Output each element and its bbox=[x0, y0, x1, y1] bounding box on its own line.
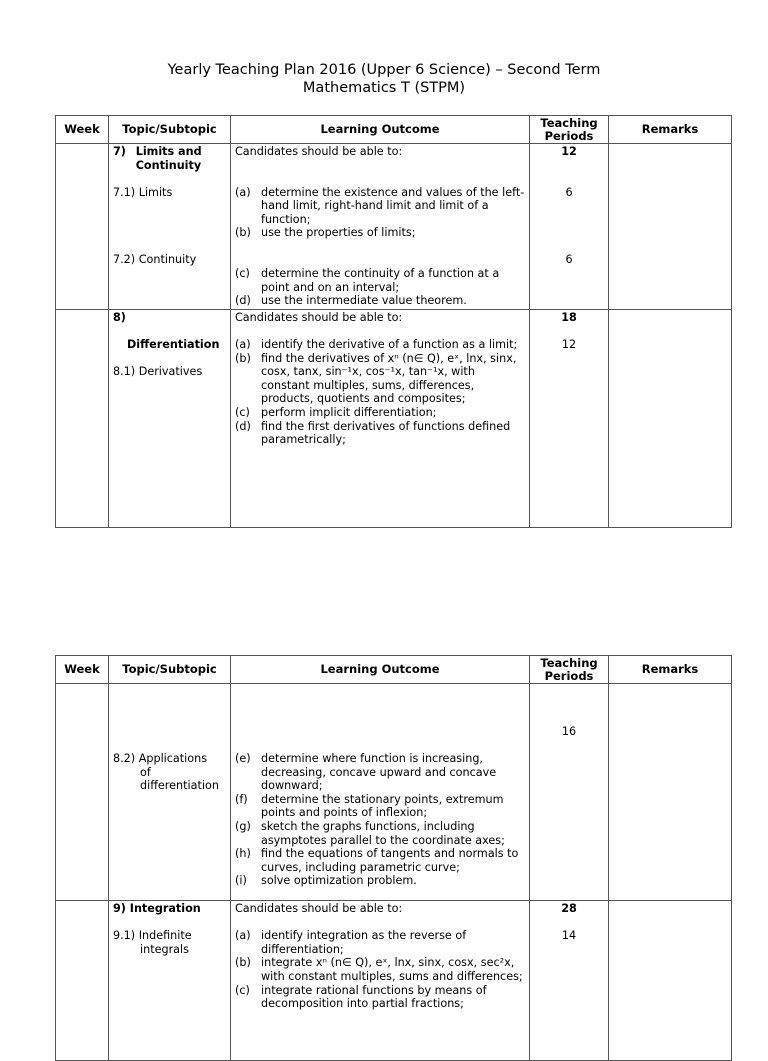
outcome-cell bbox=[231, 901, 530, 1061]
topic-number: 8) bbox=[113, 310, 126, 324]
title-line-1: Yearly Teaching Plan 2016 (Upper 6 Science) – Second Term bbox=[167, 62, 601, 78]
week-cell bbox=[56, 309, 109, 527]
outcome-item: (a) identify integration as the reverse of differentiation; bbox=[235, 929, 467, 956]
topic-title: Differentiation bbox=[127, 337, 220, 351]
topic-title: 9) Integration bbox=[113, 902, 201, 915]
subtopic-periods: 16 bbox=[561, 725, 577, 738]
header-periods: Teaching Periods bbox=[530, 116, 609, 144]
outcome-item: (c) perform implicit differentiation; bbox=[235, 405, 437, 419]
week-cell bbox=[56, 901, 109, 1061]
outcome-item: (h) find the equations of tangents and normals to curves, including parametric curve; bbox=[235, 847, 519, 874]
periods-cell bbox=[530, 309, 609, 527]
header-periods: Teaching Periods bbox=[530, 656, 609, 684]
table-header-row bbox=[56, 116, 732, 144]
table-header-row bbox=[56, 656, 732, 684]
total-periods: 28 bbox=[561, 902, 577, 915]
outcome-item: (d) use the intermediate value theorem. bbox=[235, 294, 467, 308]
subtopic-periods: 6 bbox=[565, 185, 573, 199]
header-outcome: Learning Outcome bbox=[231, 656, 530, 684]
outcome-item: (b) integrate xⁿ (n∈ Q), eˣ, lnx, sinx, cosx, sec²x, with constant multiples, sums and differences; bbox=[235, 956, 523, 983]
subtopic-label: 7.1) Limits bbox=[113, 185, 173, 199]
remarks-cell bbox=[609, 309, 732, 527]
outcome-intro: Candidates should be able to: bbox=[235, 902, 403, 915]
outcome-item: (g) sketch the graphs functions, including asymptotes parallel to the coordinate axes; bbox=[235, 819, 505, 847]
table-row bbox=[56, 684, 732, 901]
outcome-item: (b) use the properties of limits; bbox=[235, 226, 416, 240]
outcome-item: (c) integrate rational functions by means of decomposition into partial fractions; bbox=[235, 983, 487, 1011]
periods-cell bbox=[530, 901, 609, 1061]
subtopic-label: 8.2) Applications bbox=[113, 752, 208, 765]
week-cell bbox=[56, 684, 109, 901]
teaching-plan-table-2 bbox=[55, 655, 732, 1061]
total-periods: 12 bbox=[561, 145, 577, 158]
outcome-item: (e) determine where function is increasing, decreasing, concave upward and concave downward; bbox=[235, 752, 497, 793]
table-row bbox=[56, 901, 732, 1061]
subtopic-periods: 14 bbox=[561, 929, 577, 943]
remarks-cell bbox=[609, 901, 732, 1061]
title-line-2: Mathematics T (STPM) bbox=[302, 80, 466, 96]
week-cell bbox=[56, 144, 109, 310]
header-topic: Topic/Subtopic bbox=[109, 116, 231, 144]
topic-cell: 8.2) Applications of differentiation bbox=[109, 684, 231, 901]
remarks-cell bbox=[609, 144, 732, 310]
header-topic: Topic/Subtopic bbox=[109, 656, 231, 684]
header-remarks: Remarks bbox=[609, 656, 732, 684]
total-periods: 18 bbox=[561, 310, 577, 324]
subtopic-label: 7.2) Continuity bbox=[113, 253, 197, 267]
outcome-cell bbox=[231, 144, 530, 310]
table-row bbox=[56, 309, 732, 527]
periods-cell bbox=[530, 684, 609, 901]
teaching-plan-table-1 bbox=[55, 115, 732, 528]
subtopic-periods: 6 bbox=[565, 253, 573, 267]
outcome-item: (d) find the first derivatives of functions defined parametrically; bbox=[235, 419, 511, 447]
outcome-intro: Candidates should be able to: bbox=[235, 145, 403, 158]
topic-cell bbox=[109, 144, 231, 310]
topic-title: Limits and Continuity bbox=[135, 145, 202, 172]
outcome-item: (a) identify the derivative of a function as a limit; bbox=[235, 337, 518, 351]
document-title bbox=[0, 61, 768, 97]
outcome-item: (f) determine the stationary points, extremum points and points of inflexion; bbox=[235, 792, 504, 820]
outcome-intro: Candidates should be able to: bbox=[235, 310, 403, 324]
outcome-item: (i) solve optimization problem. bbox=[235, 874, 417, 888]
header-week: Week bbox=[56, 656, 109, 684]
header-week: Week bbox=[56, 116, 109, 144]
outcome-item: (b) find the derivatives of xⁿ (n∈ Q), eˣ, lnx, sinx, cosx, tanx, sin⁻¹x, cos⁻¹x, tan⁻¹x, with constant multiples, sums, differences, products, quotients and composites; bbox=[235, 351, 517, 406]
header-outcome: Learning Outcome bbox=[231, 116, 530, 144]
outcome-item: (a) determine the existence and values of the left-hand limit, right-hand limit and limit of a function; bbox=[235, 185, 525, 226]
remarks-cell bbox=[609, 684, 732, 901]
table-row bbox=[56, 144, 732, 310]
topic-cell: 9) Integration 9.1) Indefinite integrals bbox=[109, 901, 231, 1061]
outcome-cell bbox=[231, 309, 530, 527]
outcome-item: (c) determine the continuity of a function at a point and on an interval; bbox=[235, 266, 500, 294]
header-remarks: Remarks bbox=[609, 116, 732, 144]
subtopic-periods: 12 bbox=[561, 337, 577, 351]
subtopic-label: 9.1) Indefinite bbox=[113, 929, 192, 943]
outcome-cell bbox=[231, 684, 530, 901]
periods-cell bbox=[530, 144, 609, 310]
subtopic-label: 8.1) Derivatives bbox=[113, 365, 203, 379]
topic-number: 7) bbox=[113, 145, 126, 158]
topic-cell bbox=[109, 309, 231, 527]
